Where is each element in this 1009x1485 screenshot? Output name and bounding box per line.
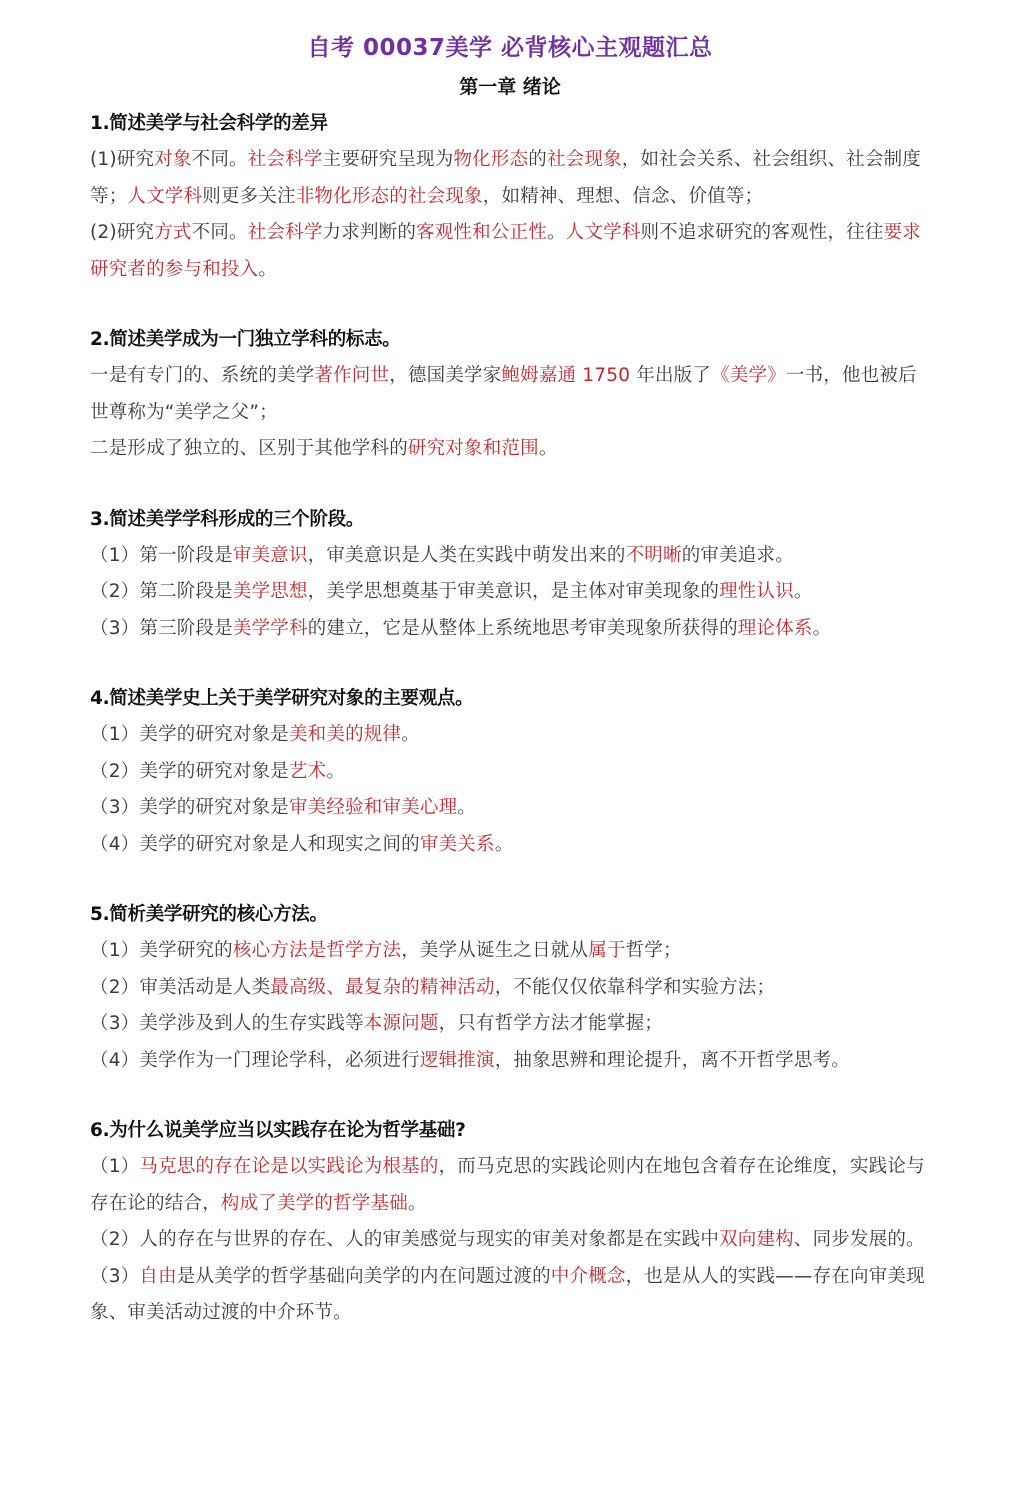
- answer-paragraph: [90, 1006, 930, 1043]
- answer-text: 则不追求研究的客观性，往往: [640, 222, 884, 243]
- highlighted-keyword: 《美学》: [711, 365, 786, 386]
- answer-text: （4）美学作为一门理论学科，必须进行: [90, 1049, 420, 1071]
- answer-text: 哲学；: [625, 940, 682, 961]
- highlighted-keyword: 构成了美学的哲学基础: [220, 1192, 408, 1214]
- highlighted-keyword: 审美意识: [232, 544, 308, 566]
- highlighted-keyword: 美学思想: [232, 581, 308, 602]
- question-heading: 2.简述美学成为一门独立学科的标志。: [90, 329, 401, 350]
- highlighted-keyword: 社会科学: [247, 149, 323, 170]
- answer-text: 。: [258, 258, 278, 280]
- answer-text: 。: [793, 581, 813, 602]
- answer-paragraph: [90, 1259, 930, 1332]
- answer-text: ，如精神、理想、信念、价值等；: [482, 185, 764, 207]
- answer-text: 力求判断的: [322, 222, 417, 243]
- answer-text: (1)研究: [90, 149, 155, 170]
- highlighted-keyword: 理性认识: [719, 581, 794, 602]
- highlighted-keyword: 社会科学: [247, 222, 323, 243]
- answer-text: ，只有哲学方法才能掌握；: [438, 1013, 663, 1034]
- highlighted-keyword: 非物化形态的社会现象: [295, 185, 483, 207]
- answer-text: ，如社会关系、社会组织、社会制度等；: [90, 149, 921, 207]
- highlighted-keyword: 要求研究者的参与和投入: [90, 222, 921, 280]
- answer-text: （1）: [90, 1156, 140, 1177]
- question-section: [90, 106, 930, 288]
- answer-text: ，而马克思的实践论则内在地包含着存在论维度，实践论与存在论的结合，: [90, 1156, 925, 1214]
- answer-text: ，也是从人的实践——存在向审美现象、审美活动过渡的中介环节。: [90, 1265, 925, 1323]
- answer-text: （1）第一阶段是: [90, 544, 233, 566]
- highlighted-keyword: 最高级、最复杂的精神活动: [270, 976, 495, 998]
- answer-text: 的: [528, 149, 547, 170]
- answer-paragraph: [90, 431, 930, 468]
- answer-text: ，不能仅仅依靠科学和实验方法；: [494, 976, 776, 998]
- answer-text: 。: [457, 797, 476, 818]
- question-heading: 3.简述美学学科形成的三个阶段。: [90, 508, 365, 530]
- answer-paragraph: [90, 1043, 930, 1080]
- answer-text: （1）美学的研究对象是: [90, 724, 289, 745]
- answer-text: 。: [401, 724, 420, 745]
- answer-text: 的建立，它是从整体上系统地思考审美现象所获得的: [307, 617, 738, 639]
- answer-text: （3）美学的研究对象是: [90, 797, 289, 818]
- answer-text: （3）第三阶段是: [90, 617, 233, 639]
- answer-text: （1）美学研究的: [90, 940, 233, 961]
- question-section: [90, 681, 930, 863]
- question-section: [90, 897, 930, 1079]
- answer-text: （2）人的存在与世界的存在、人的审美感觉与现实的审美对象都是在实践中: [90, 1229, 720, 1250]
- answer-text: 则更多关注: [202, 185, 296, 207]
- answer-paragraph: [90, 142, 930, 215]
- answer-paragraph: [90, 215, 930, 288]
- answer-text: 不同。: [191, 149, 248, 170]
- answer-paragraph: [90, 790, 930, 827]
- highlighted-keyword: 美和美的规律: [288, 724, 402, 745]
- highlighted-keyword: 人文学科: [127, 185, 203, 207]
- question-section: [90, 322, 930, 468]
- answer-text: 年出版了: [630, 365, 712, 386]
- answer-text: （3）: [90, 1265, 140, 1287]
- question-heading: 6.为什么说美学应当以实践存在论为哲学基础?: [90, 1120, 466, 1141]
- answer-paragraph: [90, 611, 930, 648]
- question-heading: 4.简述美学史上关于美学研究对象的主要观点。: [90, 688, 474, 709]
- chapter-heading: 第一章 绪论: [459, 76, 561, 98]
- highlighted-keyword: 社会现象: [546, 149, 622, 170]
- question-section: [90, 1113, 930, 1332]
- highlighted-keyword: 方式: [154, 222, 192, 243]
- highlighted-keyword: 物化形态: [453, 149, 529, 170]
- answer-text: 不同。: [191, 222, 248, 243]
- answer-paragraph: [90, 538, 930, 575]
- answer-text: （2）美学的研究对象是: [90, 760, 289, 782]
- highlighted-keyword: 美学学科: [232, 617, 308, 639]
- answer-text: ，德国美学家: [389, 365, 502, 386]
- highlighted-keyword: 本源问题: [363, 1013, 439, 1034]
- highlighted-keyword: 客观性和公正性: [416, 222, 547, 243]
- highlighted-keyword: 理论体系: [737, 617, 813, 639]
- answer-paragraph: [90, 754, 930, 791]
- question-section: [90, 502, 930, 648]
- answer-text: 。: [812, 617, 832, 639]
- answer-text: （4）美学的研究对象是人和现实之间的: [90, 833, 420, 855]
- highlighted-keyword: 双向建构: [719, 1229, 794, 1250]
- answer-text: 。: [407, 1192, 427, 1214]
- answer-text: ，审美意识是人类在实践中萌发出来的: [307, 544, 626, 566]
- answer-text: 一是有专门的、系统的美学: [90, 365, 315, 386]
- answer-text: ，抽象思辨和理论提升，离不开哲学思考。: [494, 1049, 850, 1071]
- answer-text: 主要研究呈现为: [322, 149, 454, 170]
- highlighted-keyword: 人文学科: [565, 222, 641, 243]
- answer-paragraph: [90, 574, 930, 611]
- highlighted-keyword: 不明晰: [625, 544, 682, 566]
- answer-paragraph: [90, 1222, 930, 1259]
- answer-text: 一书，他也被后世尊称为“美学之父”；: [90, 365, 917, 423]
- highlighted-keyword: 研究对象和范围: [407, 438, 539, 459]
- answer-text: （2）审美活动是人类: [90, 976, 271, 998]
- answer-text: 是从美学的哲学基础向美学的内在问题过渡的: [176, 1265, 551, 1287]
- answer-text: ，美学思想奠基于审美意识，是主体对审美现象的: [307, 581, 720, 602]
- answer-text: 、同步发展的。: [793, 1229, 925, 1250]
- highlighted-keyword: 审美关系: [419, 833, 495, 855]
- question-heading: 1.简述美学与社会科学的差异: [90, 113, 328, 134]
- answer-text: 。: [326, 760, 346, 782]
- answer-paragraph: [90, 1149, 930, 1222]
- answer-text: ，美学从诞生之日就从: [401, 940, 589, 961]
- answer-paragraph: [90, 827, 930, 864]
- answer-text: 二是形成了独立的、区别于其他学科的: [90, 438, 408, 459]
- answer-text: 的审美追求。: [681, 544, 794, 566]
- answer-text: 。: [538, 438, 558, 459]
- highlighted-keyword: 中介概念: [550, 1265, 626, 1287]
- answer-text: 。: [546, 222, 566, 243]
- answer-text: （2）第二阶段是: [90, 581, 233, 602]
- highlighted-keyword: 著作问世: [314, 365, 390, 386]
- highlighted-keyword: 属于: [588, 940, 626, 961]
- sections-container: [90, 106, 930, 1332]
- highlighted-keyword: 审美经验和审美心理: [288, 797, 458, 818]
- highlighted-keyword: 核心方法是哲学方法: [232, 940, 402, 961]
- question-heading: 5.简析美学研究的核心方法。: [90, 904, 328, 925]
- highlighted-keyword: 对象: [154, 149, 192, 170]
- answer-paragraph: [90, 717, 930, 754]
- document-title: 自考 00037美学 必背核心主观题汇总: [307, 35, 713, 61]
- highlighted-keyword: 艺术: [288, 760, 327, 782]
- answer-text: （3）美学涉及到人的生存实践等: [90, 1013, 364, 1034]
- highlighted-keyword: 马克思的存在论是以实践论为根基的: [139, 1156, 439, 1177]
- answer-paragraph: [90, 933, 930, 970]
- answer-paragraph: [90, 970, 930, 1007]
- highlighted-keyword: 逻辑推演: [419, 1049, 495, 1071]
- answer-text: 。: [494, 833, 514, 855]
- highlighted-keyword: 自由: [139, 1265, 177, 1287]
- answer-text: (2)研究: [90, 222, 155, 243]
- document: [90, 30, 930, 1366]
- answer-paragraph: [90, 358, 930, 431]
- highlighted-keyword: 鲍姆嘉通 1750: [501, 365, 631, 386]
